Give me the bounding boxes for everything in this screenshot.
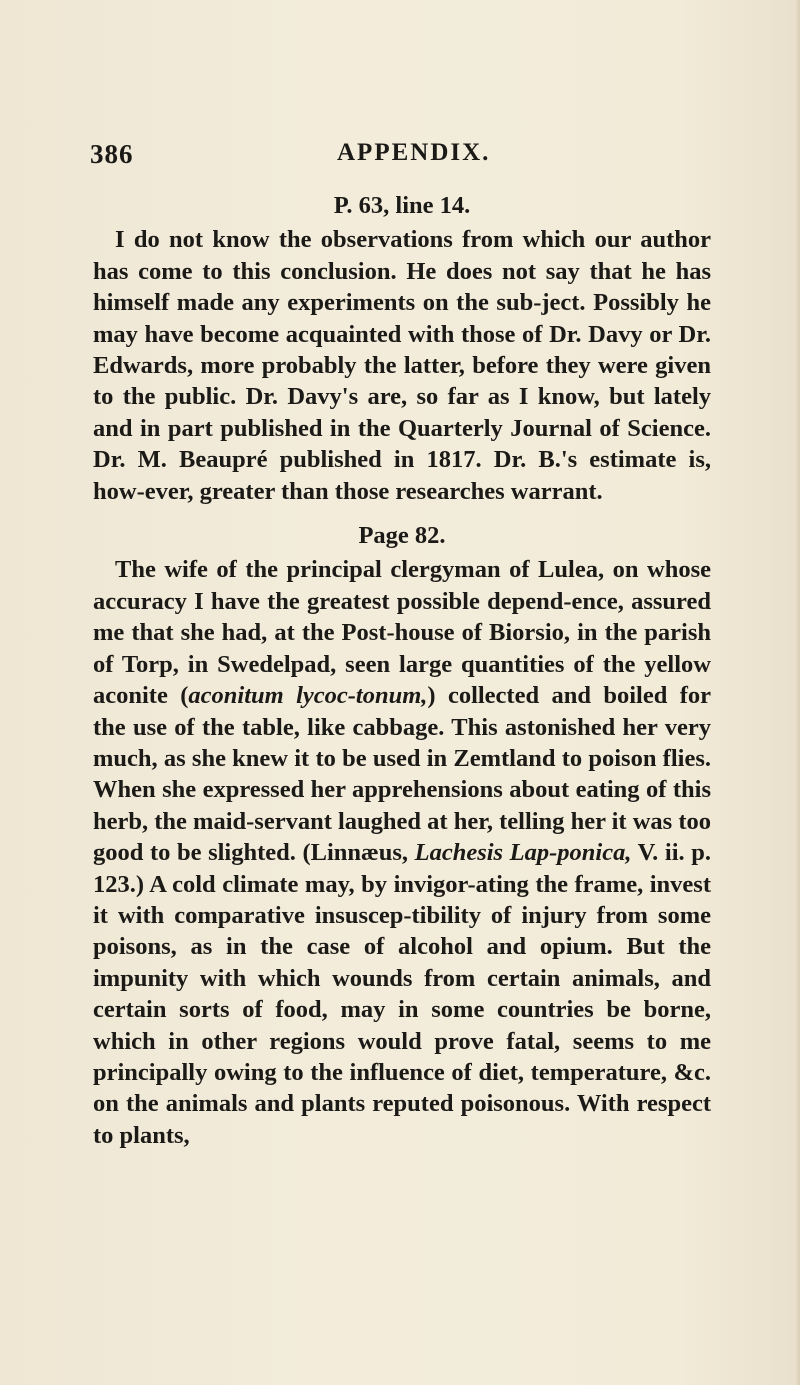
section-heading-2: Page 82. [358,522,446,550]
paragraph-1: I do not know the observations from which our author has come to this conclusion. He does not say that he has himself made any experiments on the sub-ject. Possibly he may have become acquainted with those of Dr. Davy or Dr. Edwards, more probably the latter, before they were given to the public. Dr. Davy's are, so far as I know, but lately and in part published in the Quarterly Journal of Science. Dr. M. Beaupré published in 1817. Dr. B.'s estimate is, how-ever, greater than those researches warrant. [93,226,711,505]
paragraph-2-text-c: V. ii. p. 123.) A cold climate may, by invigor-ating the frame, invest it with comparative insuscep-tibility of injury from some poisons, as in the case of alcohol and opium. But the impunity with which wounds from certain animals, and certain sorts of food, may in some countries be borne, which in other regions would prove fatal, seems to me principally owing to the influence of diet, temperature, &c. on the animals and plants reputed poisonous. With respect to plants, [93,839,711,1149]
book-title-italic: Lachesis Lap-ponica, [414,839,632,867]
section-heading-1: P. 63, line 14. [333,192,471,219]
paragraph-2 [93,554,711,1151]
page-header [90,139,710,179]
running-title: APPENDIX. [337,139,491,166]
species-name-italic: aconitum lycoc-tonum, [188,682,428,710]
paragraph-2-text-b: ) collected and boiled for the use of the table, like cabbage. This astonished her very much, as she knew it to be used in Zemtland to poison flies. When she expressed her apprehensions about eating of this herb, the maid-servant laughed at her, telling her it was too good to be slighted. (Linnæus, [93,682,712,867]
page-number: 386 [90,139,134,169]
page-edge [796,0,800,1385]
body-text [93,190,711,1151]
paragraph-2-text-a: The wife of the principal clergyman of Lulea, on whose accuracy I have the greatest possible depend-ence, assured me that she had, at the Post-house of Biorsio, in the parish of Torp, in Swedelpad, seen large quantities of the yellow aconite ( [93,556,711,710]
